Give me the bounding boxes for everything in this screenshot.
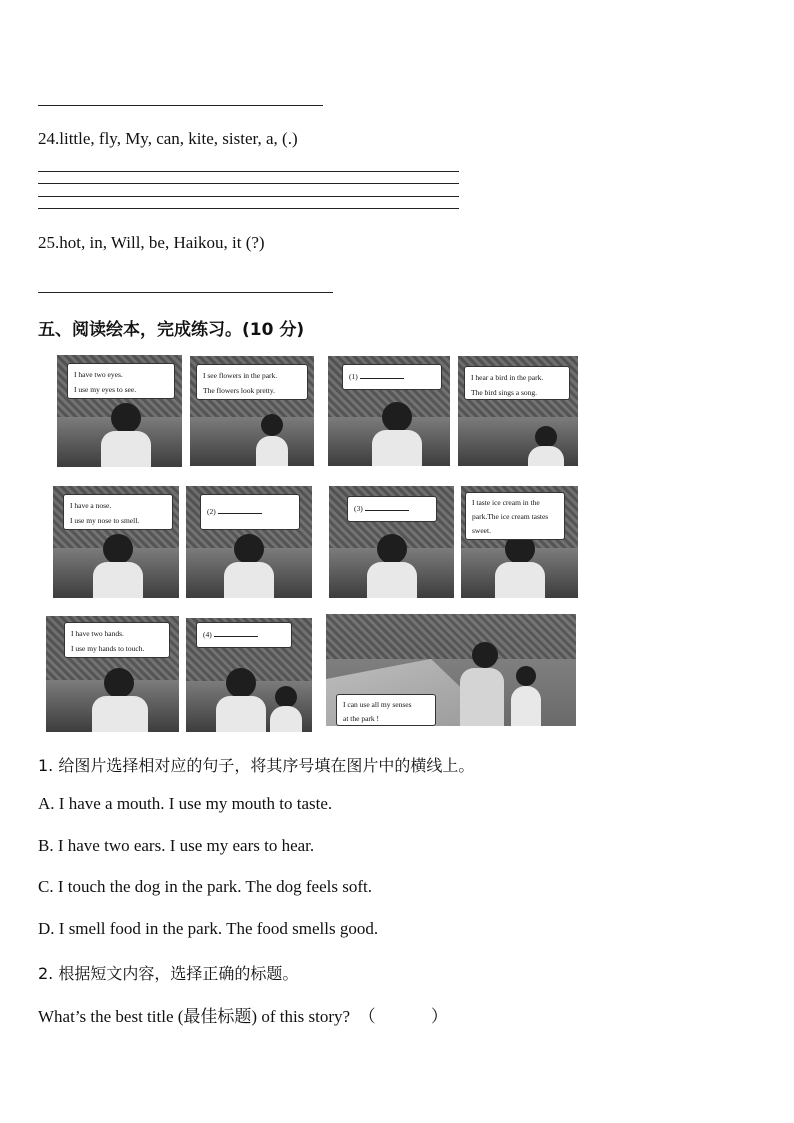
option-a: A. I have a mouth. I use my mouth to taste. xyxy=(38,794,333,813)
bubble-text: I use my eyes to see. xyxy=(74,385,137,394)
speech-bubble xyxy=(336,694,436,726)
option-c: C. I touch the dog in the park. The dog feels soft. xyxy=(38,877,372,896)
speech-bubble xyxy=(464,366,570,400)
bubble-text: I can use all my senses xyxy=(343,700,412,709)
picture-panel xyxy=(328,356,450,466)
child-figure xyxy=(368,402,426,466)
answer-line[interactable] xyxy=(38,105,323,106)
bubble-text: I use my nose to smell. xyxy=(70,516,140,525)
bubble-text: I hear a bird in the park. xyxy=(471,373,544,382)
adult-figure xyxy=(452,642,512,726)
task2-question: What’s the best title (最佳标题) of this story? （ ） xyxy=(38,1007,448,1026)
child-figure xyxy=(220,534,278,598)
option-b: B. I have two ears. I use my ears to hear. xyxy=(38,836,315,855)
blank-label: (1) xyxy=(349,372,358,381)
bubble-text: I see flowers in the park. xyxy=(203,371,278,380)
bubble-text: The bird sings a song. xyxy=(471,388,538,397)
picture-panel xyxy=(190,356,314,466)
question-25: 25.hot, in, Will, be, Haikou, it (?) xyxy=(38,233,265,252)
bubble-text: I taste ice cream in the xyxy=(472,498,540,507)
answer-line[interactable] xyxy=(38,292,333,293)
child-figure xyxy=(97,403,155,467)
answer-line[interactable] xyxy=(38,171,459,172)
child-figure xyxy=(363,534,421,598)
picture-panel xyxy=(186,618,312,732)
bubble-text: at the park ! xyxy=(343,714,380,723)
answer-line[interactable] xyxy=(38,183,459,184)
foliage-texture xyxy=(326,614,576,659)
speech-bubble xyxy=(196,364,308,400)
question-24: 24.little, fly, My, can, kite, sister, a, (.) xyxy=(38,129,298,148)
speech-bubble xyxy=(64,622,170,658)
answer-line[interactable] xyxy=(38,208,459,209)
task1-instruction: 1. 给图片选择相对应的句子，将其序号填在图片中的横线上。 xyxy=(38,756,475,775)
child-figure xyxy=(212,668,270,732)
answer-blank[interactable] xyxy=(214,627,258,637)
child-figure xyxy=(252,414,292,466)
bubble-text: I use my hands to touch. xyxy=(71,644,145,653)
section-heading: 五、阅读绘本，完成练习。(10 分) xyxy=(38,320,305,340)
answer-blank[interactable] xyxy=(360,369,404,379)
bubble-text: I have a nose. xyxy=(70,501,112,510)
picture-panel xyxy=(186,486,312,598)
child-figure xyxy=(508,666,544,726)
child-figure xyxy=(89,534,147,598)
answer-blank[interactable] xyxy=(218,504,262,514)
answer-blank[interactable] xyxy=(365,501,409,511)
speech-bubble xyxy=(342,364,442,390)
speech-bubble xyxy=(347,496,437,522)
blank-label: (4) xyxy=(203,630,212,639)
bubble-text: I have two hands. xyxy=(71,629,124,638)
bubble-text: park.The ice cream tastes xyxy=(472,512,549,521)
speech-bubble xyxy=(67,363,175,399)
picture-panel xyxy=(329,486,454,598)
picture-panel xyxy=(458,356,578,466)
picture-panel-large xyxy=(326,614,576,726)
task2-instruction: 2. 根据短文内容，选择正确的标题。 xyxy=(38,964,299,983)
picture-panel xyxy=(46,616,179,732)
picture-panel xyxy=(53,486,179,598)
bubble-text: I have two eyes. xyxy=(74,370,123,379)
blank-label: (2) xyxy=(207,507,216,516)
speech-bubble xyxy=(63,494,173,530)
child-figure xyxy=(266,686,306,732)
picture-panel xyxy=(57,355,182,467)
child-figure xyxy=(491,534,549,598)
speech-bubble xyxy=(196,622,292,648)
bubble-text: The flowers look pretty. xyxy=(203,386,275,395)
blank-label: (3) xyxy=(354,504,363,513)
option-d: D. I smell food in the park. The food smells good. xyxy=(38,919,379,938)
picture-panel xyxy=(461,486,578,598)
answer-line[interactable] xyxy=(38,196,459,197)
child-figure xyxy=(524,426,568,466)
speech-bubble xyxy=(200,494,300,530)
bubble-text: sweet. xyxy=(472,526,491,535)
speech-bubble xyxy=(465,492,565,540)
child-figure xyxy=(88,668,152,732)
